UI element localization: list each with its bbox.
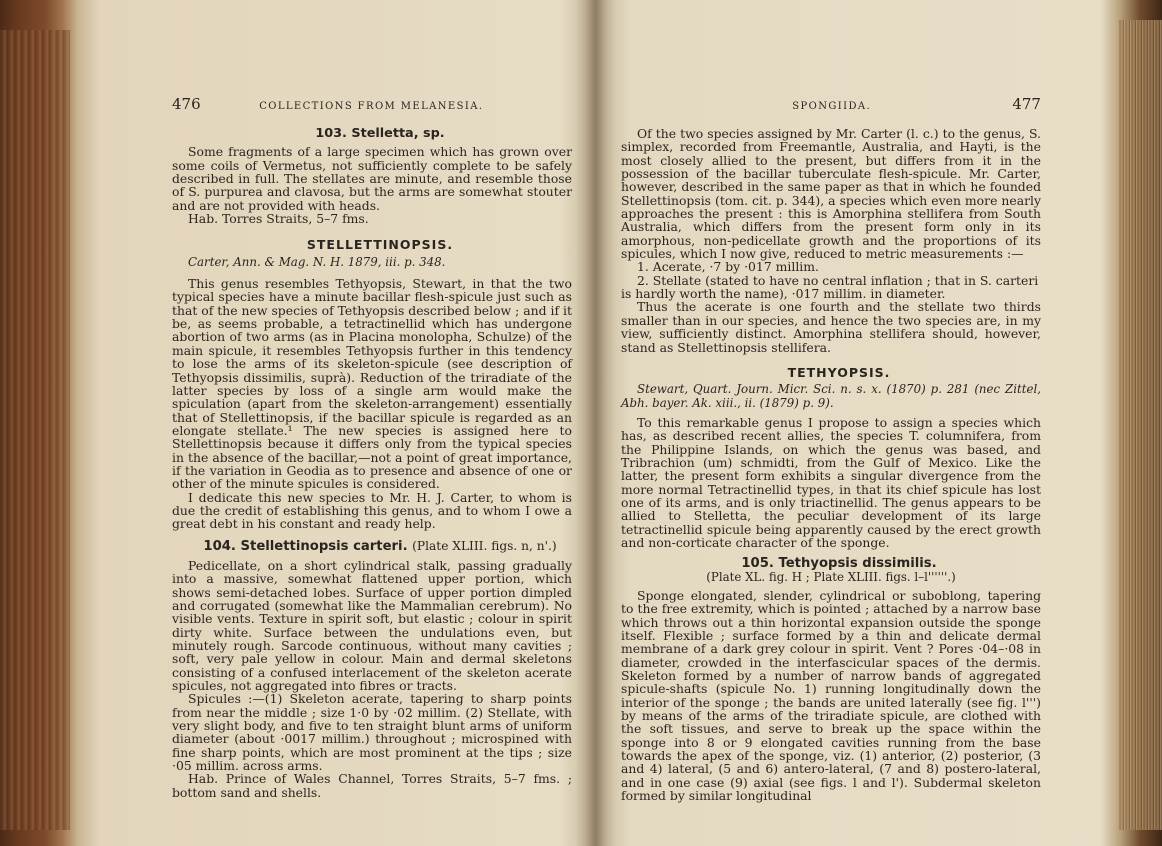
- stellettinopsis-heading: STELLETTINOPSIS.: [306, 237, 454, 253]
- tethyopsis-body: To this remarkable genus I propose to assign a species which has, as described recent allies, the species T. columnifera, from the Philippine Islands, on which the genus was based, and Tribrachion (um) schmidti, from the Gulf of Mexico. Like the latter, the present form exhibits a singular divergence from the more normal Tetractinellid types, in that its chief spicule has lost one of its arms, and is only triactinellid. The genus appears to be allied to Stelletta, the peculiar development of its large tetractinellid spicule being apparently caused by the erect growth and non-corticate character of the sponge.: [621, 414, 1041, 550]
- left-page-header: [172, 95, 572, 118]
- section-104-title: 104. Stellettinopsis carteri.: [203, 538, 408, 554]
- right-page-edges: [1118, 20, 1162, 830]
- section-103-habitat: Hab. Torres Straits, 5–7 fms.: [188, 211, 369, 227]
- tethyopsis-reference: Stewart, Quart. Journ. Micr. Sci. n. s. x. (1870) p. 281 (nec Zittel, Abh. bayer. Ak. xiii., ii. (1879) p. 9).: [621, 382, 1041, 410]
- section-104-body-2: Spicules :—(1) Skeleton acerate, tapering to sharp points from near the middle ; size 1·0 by ·02 millim. (2) Stellate, with very slight body, and five to ten straight blunt arms of uniform diameter (about ·0017 millim.) throughout ; microspined with fine sharp points, which are most prominent at the tips ; size ·05 millim. across arms.: [172, 691, 572, 774]
- section-104-plate: (Plate XLIII. figs. n, n'.): [412, 538, 557, 553]
- right-page-header: [621, 95, 1041, 118]
- right-page: [621, 95, 1041, 804]
- stellettinopsis-reference: Carter, Ann. & Mag. N. H. 1879, iii. p. 348.: [188, 254, 446, 269]
- stellettinopsis-body-1: This genus resembles Tethyopsis, Stewart, in that the two typical species have a minute bacillar flesh-spicule just such as that of the new species of Tethyopsis described below ; and if it be, as seems probable, a tetractinellid which has undergone abortion of two arms (as in Placina monolopha, Schulze) of the main spicule, it resembles Tethyopsis further in this tendency to lose the arms of its skeleton-spicule (see description of Tethyopsis dissimilis, suprà). Reduction of the triradiate of the latter species by loss of a single arm would make the spiculation (apart from the skeleton-arrangement) essentially that of Stellettinopsis, if the bacillar spicule is regarded as an elongate stellate.¹ The new species is assigned here to Stellettinopsis because it differs only from the typical species in the absence of the bacillar,—not a point of great importance, if the variation in Geodia as to presence and absence of one or other of the minute spicules is considered.: [172, 276, 572, 492]
- right-page-number: 477: [1012, 95, 1041, 113]
- book-gutter: [575, 0, 615, 846]
- section-103-title: 103. Stelletta, sp.: [315, 126, 445, 141]
- section-104-body-1: Pedicellate, on a short cylindrical stalk, passing gradually into a massive, somewhat flattened upper portion, which shows semi-detached lobes. Surface of upper portion dimpled and corrugated (somewhat like the Mammalian cerebrum). No visible vents. Texture in spirit soft, but elastic ; colour in spirit dirty white. Surface between the undulations even, but minutely rough. Sarcode continuous, without many cavities ; soft, very pale yellow in colour. Main and dermal skeletons consisting of a confused interlacement of the skeleton acerate spicules, not aggregated into fibres or tracts.: [172, 557, 572, 694]
- section-105-body: Sponge elongated, slender, cylindrical or suboblong, tapering to the free extremity, which is pointed ; attached by a narrow base which throws out a thin horizontal expansion outside the sponge itself. Flexible ; surface formed by a thin and delicate dermal membrane of a dark grey colour in spirit. Vent ? Pores ·04–·08 in diameter, crowded in the interfascicular spaces of the dermis. Skeleton formed by a number of narrow bands of aggregated spicule-shafts (spicule No. 1) running longitudinally down the interior of the sponge ; the bands are united laterally (see fig. l''') by means of the arms of the triradiate spicule, are clothed with the soft tissues, and serve to break up the space within the sponge into 8 or 9 elongated cavities running from the base towards the apex of the sponge, viz. (1) anterior, (2) posterior, (3 and 4) lateral, (5 and 6) antero-lateral, (7 and 8) postero-lateral, and in one case (9) axial (see figs. l and l'). Subdermal skeleton formed by similar longitudinal: [621, 588, 1041, 804]
- species-distinction-conclusion: Thus the acerate is one fourth and the stellate two thirds smaller than in our species, and hence the two species are, in my view, sufficiently distinct. Amorphina stellifera should, however, stand as Stellettinopsis stellifera.: [621, 299, 1041, 355]
- left-page-number: 476: [172, 95, 201, 113]
- tethyopsis-heading: TETHYOPSIS.: [787, 364, 891, 380]
- section-104-habitat: Hab. Prince of Wales Channel, Torres Straits, 5–7 fms. ; bottom sand and shells.: [172, 771, 572, 800]
- right-running-head: SPONGIIDA.: [792, 101, 872, 112]
- section-105-plate: (Plate XL. fig. H ; Plate XLIII. figs. l–l''''''.): [706, 569, 956, 584]
- stellettinopsis-body-2: I dedicate this new species to Mr. H. J. Carter, to whom is due the credit of establishing this genus, and to whom I owe a great debt in his constant and ready help.: [172, 489, 572, 532]
- left-page-edges: [0, 30, 70, 830]
- section-104-heading: [172, 540, 572, 553]
- section-105-title: 105. Tethyopsis dissimilis.: [741, 556, 937, 572]
- measurement-stellate: 2. Stellate (stated to have no central inflation ; that in S. carteri is hardly worth the name), ·017 millim. in diameter.: [621, 272, 1039, 302]
- section-103-body: Some fragments of a large specimen which has grown over some coils of Vermetus, not sufficiently complete to be safely described in full. The stellates are minute, and resemble those of S. purpurea and clavosa, but the arms are somewhat stouter and are not provided with heads.: [172, 144, 572, 213]
- left-page: [172, 95, 572, 800]
- measurement-acerate: 1. Acerate, ·7 by ·017 millim.: [637, 259, 819, 275]
- carter-species-discussion: Of the two species assigned by Mr. Carter (l. c.) to the genus, S. simplex, recorded from Freemantle, Australia, and Hayti, is the most closely allied to the present, but differs from it in the possession of the bacillar tuberculate flesh-spicule. Mr. Carter, however, described in the same paper as that in which he founded Stellettinopsis (tom. cit. p. 344), a species which even more nearly approaches the present : this is Amorphina stellifera from South Australia, which differs from the present form only in its amorphous, non-pedicellate growth and the proportions of its spicules, which I now give, reduced to metric measurements :—: [621, 126, 1041, 262]
- left-running-head: COLLECTIONS FROM MELANESIA.: [259, 101, 484, 112]
